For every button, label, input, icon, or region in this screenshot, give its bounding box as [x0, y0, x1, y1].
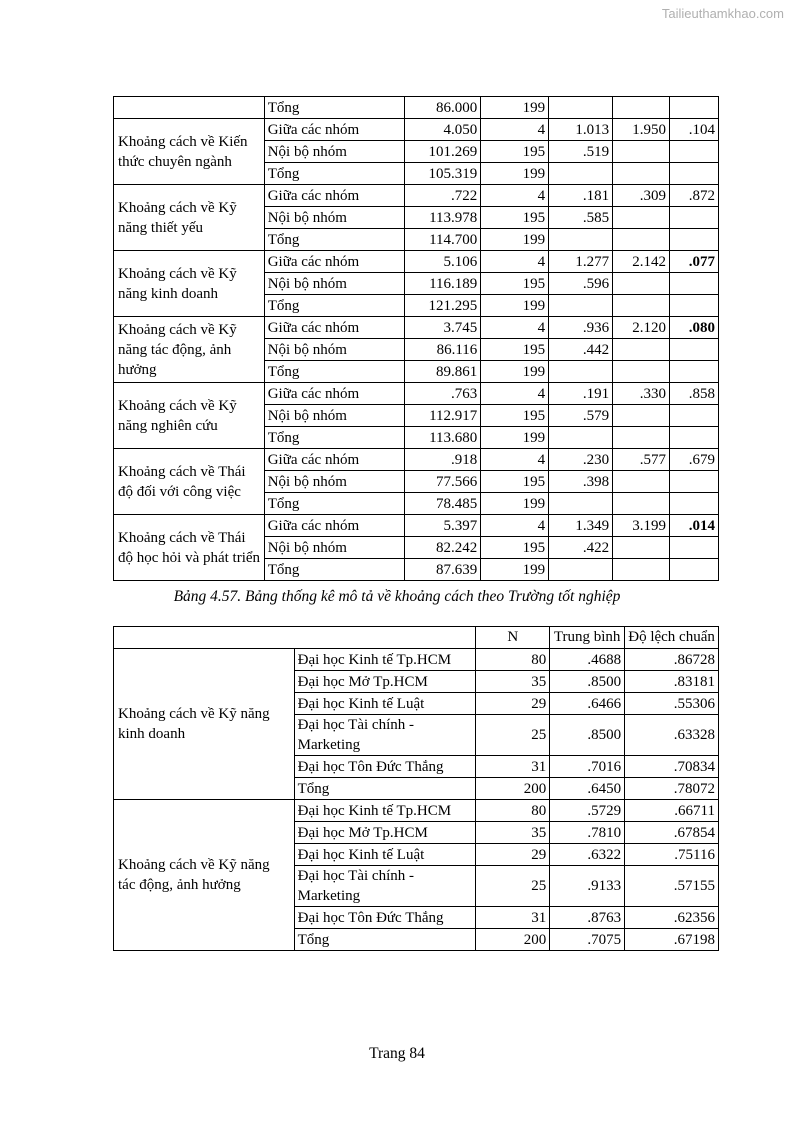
mean-square-cell [549, 361, 613, 383]
source-cell: Tổng [264, 493, 405, 515]
sig-cell [670, 405, 719, 427]
n-cell: 29 [476, 693, 550, 715]
page-number: Trang 84 [369, 1045, 425, 1062]
mean-square-cell [549, 295, 613, 317]
table-row [114, 185, 719, 207]
group-label: Khoảng cách về Kỹ năng kinh doanh [114, 251, 265, 317]
source-cell: Nội bộ nhóm [264, 141, 405, 163]
mean-square-cell [549, 427, 613, 449]
n-cell: 35 [476, 671, 550, 693]
n-cell: 200 [476, 778, 550, 800]
school-cell: Đại học Tôn Đức Thắng [294, 756, 476, 778]
df-cell: 199 [481, 559, 549, 581]
mean-square-cell: 1.013 [549, 119, 613, 141]
df-cell: 195 [481, 405, 549, 427]
mean-cell: .9133 [550, 866, 625, 907]
f-cell [613, 339, 670, 361]
df-cell: 195 [481, 471, 549, 493]
anova-table-body [114, 97, 719, 581]
df-cell: 195 [481, 141, 549, 163]
sig-cell [670, 339, 719, 361]
sig-cell [670, 141, 719, 163]
mean-cell: .7016 [550, 756, 625, 778]
f-cell: 3.199 [613, 515, 670, 537]
n-cell: 80 [476, 800, 550, 822]
group-label: Khoảng cách về Thái độ học hỏi và phát triển [114, 515, 265, 581]
source-cell: Nội bộ nhóm [264, 405, 405, 427]
sd-cell: .86728 [625, 649, 719, 671]
sum-of-squares-cell: 77.566 [405, 471, 481, 493]
source-cell: Nội bộ nhóm [264, 471, 405, 493]
df-cell: 4 [481, 251, 549, 273]
sig-cell: .014 [670, 515, 719, 537]
mean-square-cell: .230 [549, 449, 613, 471]
f-cell [613, 493, 670, 515]
mean-square-cell [549, 229, 613, 251]
source-cell: Nội bộ nhóm [264, 207, 405, 229]
source-cell: Tổng [264, 295, 405, 317]
n-cell: 80 [476, 649, 550, 671]
mean-cell: .4688 [550, 649, 625, 671]
df-cell: 199 [481, 427, 549, 449]
sum-of-squares-cell: .918 [405, 449, 481, 471]
sig-cell: .858 [670, 383, 719, 405]
sig-cell: .679 [670, 449, 719, 471]
sum-of-squares-cell: 86.000 [405, 97, 481, 119]
table-row [114, 383, 719, 405]
sd-cell: .55306 [625, 693, 719, 715]
table-header-row [114, 627, 719, 649]
mean-square-cell: 1.349 [549, 515, 613, 537]
mean-square-cell: .422 [549, 537, 613, 559]
group-label: Khoảng cách về Thái độ đối với công việc [114, 449, 265, 515]
school-cell: Đại học Kinh tế Luật [294, 844, 476, 866]
f-cell [613, 207, 670, 229]
mean-cell: .6450 [550, 778, 625, 800]
f-cell: 1.950 [613, 119, 670, 141]
school-cell: Đại học Kinh tế Tp.HCM [294, 649, 476, 671]
f-cell [613, 97, 670, 119]
table-row [114, 800, 719, 822]
header-sd: Độ lệch chuẩn [625, 627, 719, 649]
sum-of-squares-cell: 4.050 [405, 119, 481, 141]
sig-cell [670, 97, 719, 119]
group-label: Khoảng cách về Kỹ năng tác động, ảnh hưởng [114, 800, 295, 951]
mean-square-cell [549, 493, 613, 515]
sig-cell [670, 471, 719, 493]
sd-cell: .83181 [625, 671, 719, 693]
df-cell: 195 [481, 537, 549, 559]
n-cell: 31 [476, 756, 550, 778]
df-cell: 195 [481, 207, 549, 229]
f-cell [613, 537, 670, 559]
mean-square-cell: .596 [549, 273, 613, 295]
sd-cell: .75116 [625, 844, 719, 866]
n-cell: 29 [476, 844, 550, 866]
table-caption: Bảng 4.57. Bảng thống kê mô tả về khoảng cách theo Trường tốt nghiệp [173, 588, 621, 605]
sig-cell [670, 229, 719, 251]
mean-square-cell: .442 [549, 339, 613, 361]
f-cell [613, 229, 670, 251]
sig-cell [670, 427, 719, 449]
n-cell: 35 [476, 822, 550, 844]
school-cell: Đại học Kinh tế Tp.HCM [294, 800, 476, 822]
f-cell: .309 [613, 185, 670, 207]
df-cell: 4 [481, 317, 549, 339]
source-cell: Giữa các nhóm [264, 449, 405, 471]
source-cell: Giữa các nhóm [264, 251, 405, 273]
sd-cell: .57155 [625, 866, 719, 907]
df-cell: 199 [481, 361, 549, 383]
sum-of-squares-cell: 89.861 [405, 361, 481, 383]
mean-square-cell: 1.277 [549, 251, 613, 273]
sum-of-squares-cell: 78.485 [405, 493, 481, 515]
n-cell: 31 [476, 907, 550, 929]
sig-cell: .077 [670, 251, 719, 273]
mean-cell: .8763 [550, 907, 625, 929]
sig-cell [670, 295, 719, 317]
sum-of-squares-cell: 3.745 [405, 317, 481, 339]
mean-square-cell: .519 [549, 141, 613, 163]
school-cell: Tổng [294, 929, 476, 951]
sum-of-squares-cell: 116.189 [405, 273, 481, 295]
watermark: Tailieuthamkhao.com [661, 6, 784, 21]
mean-cell: .7810 [550, 822, 625, 844]
source-cell: Giữa các nhóm [264, 515, 405, 537]
df-cell: 199 [481, 163, 549, 185]
df-cell: 4 [481, 449, 549, 471]
sig-cell [670, 493, 719, 515]
sig-cell [670, 273, 719, 295]
f-cell [613, 141, 670, 163]
source-cell: Tổng [264, 559, 405, 581]
source-cell: Nội bộ nhóm [264, 273, 405, 295]
df-cell: 195 [481, 339, 549, 361]
f-cell [613, 163, 670, 185]
source-cell: Nội bộ nhóm [264, 537, 405, 559]
source-cell: Nội bộ nhóm [264, 339, 405, 361]
sd-cell: .67854 [625, 822, 719, 844]
group-label: Khoảng cách về Kiến thức chuyên ngành [114, 119, 265, 185]
sum-of-squares-cell: 86.116 [405, 339, 481, 361]
sum-of-squares-cell: 113.978 [405, 207, 481, 229]
df-cell: 199 [481, 97, 549, 119]
source-cell: Giữa các nhóm [264, 185, 405, 207]
mean-cell: .5729 [550, 800, 625, 822]
source-cell: Tổng [264, 427, 405, 449]
sum-of-squares-cell: 82.242 [405, 537, 481, 559]
source-cell: Tổng [264, 163, 405, 185]
mean-square-cell [549, 559, 613, 581]
group-label [114, 97, 265, 119]
sum-of-squares-cell: 121.295 [405, 295, 481, 317]
f-cell [613, 273, 670, 295]
source-cell: Tổng [264, 229, 405, 251]
sum-of-squares-cell: 105.319 [405, 163, 481, 185]
sig-cell: .872 [670, 185, 719, 207]
group-label: Khoảng cách về Kỹ năng tác động, ảnh hưởng [114, 317, 265, 383]
sd-cell: .66711 [625, 800, 719, 822]
mean-square-cell: .181 [549, 185, 613, 207]
sum-of-squares-cell: 114.700 [405, 229, 481, 251]
table-row [114, 449, 719, 471]
sig-cell [670, 163, 719, 185]
sig-cell [670, 559, 719, 581]
school-cell: Tổng [294, 778, 476, 800]
df-cell: 195 [481, 273, 549, 295]
sd-cell: .63328 [625, 715, 719, 756]
school-cell: Đại học Mở Tp.HCM [294, 822, 476, 844]
mean-cell: .8500 [550, 715, 625, 756]
f-cell [613, 471, 670, 493]
sum-of-squares-cell: 113.680 [405, 427, 481, 449]
header-mean: Trung bình [550, 627, 625, 649]
source-cell: Giữa các nhóm [264, 119, 405, 141]
source-cell: Tổng [264, 97, 405, 119]
f-cell [613, 361, 670, 383]
school-cell: Đại học Tôn Đức Thắng [294, 907, 476, 929]
descriptive-table [113, 626, 719, 951]
sig-cell: .080 [670, 317, 719, 339]
n-cell: 25 [476, 866, 550, 907]
mean-square-cell: .398 [549, 471, 613, 493]
source-cell: Giữa các nhóm [264, 317, 405, 339]
sig-cell: .104 [670, 119, 719, 141]
mean-square-cell: .936 [549, 317, 613, 339]
mean-square-cell: .579 [549, 405, 613, 427]
table-row [114, 251, 719, 273]
f-cell: 2.120 [613, 317, 670, 339]
f-cell: .577 [613, 449, 670, 471]
df-cell: 4 [481, 515, 549, 537]
sig-cell [670, 207, 719, 229]
sig-cell [670, 361, 719, 383]
school-cell: Đại học Kinh tế Luật [294, 693, 476, 715]
f-cell [613, 405, 670, 427]
table-row [114, 317, 719, 339]
source-cell: Giữa các nhóm [264, 383, 405, 405]
df-cell: 199 [481, 493, 549, 515]
df-cell: 4 [481, 119, 549, 141]
header-empty-cell [114, 627, 476, 649]
n-cell: 25 [476, 715, 550, 756]
sig-cell [670, 537, 719, 559]
mean-cell: .7075 [550, 929, 625, 951]
sum-of-squares-cell: 5.397 [405, 515, 481, 537]
mean-cell: .6466 [550, 693, 625, 715]
df-cell: 4 [481, 383, 549, 405]
sum-of-squares-cell: 112.917 [405, 405, 481, 427]
table-row [114, 649, 719, 671]
mean-square-cell: .191 [549, 383, 613, 405]
df-cell: 199 [481, 295, 549, 317]
group-label: Khoảng cách về Kỹ năng nghiên cứu [114, 383, 265, 449]
sum-of-squares-cell: 101.269 [405, 141, 481, 163]
descriptive-table-body [114, 649, 719, 951]
sd-cell: .62356 [625, 907, 719, 929]
mean-cell: .8500 [550, 671, 625, 693]
school-cell: Đại học Mở Tp.HCM [294, 671, 476, 693]
f-cell [613, 559, 670, 581]
table-row [114, 97, 719, 119]
mean-square-cell [549, 97, 613, 119]
group-label: Khoảng cách về Kỹ năng thiết yếu [114, 185, 265, 251]
df-cell: 4 [481, 185, 549, 207]
sd-cell: .78072 [625, 778, 719, 800]
f-cell [613, 427, 670, 449]
school-cell: Đại học Tài chính - Marketing [294, 715, 476, 756]
sum-of-squares-cell: .722 [405, 185, 481, 207]
mean-square-cell [549, 163, 613, 185]
table-row [114, 515, 719, 537]
group-label: Khoảng cách về Kỹ năng kinh doanh [114, 649, 295, 800]
f-cell [613, 295, 670, 317]
table-row [114, 119, 719, 141]
f-cell: .330 [613, 383, 670, 405]
sum-of-squares-cell: 5.106 [405, 251, 481, 273]
sum-of-squares-cell: .763 [405, 383, 481, 405]
school-cell: Đại học Tài chính - Marketing [294, 866, 476, 907]
anova-table [113, 96, 719, 581]
sum-of-squares-cell: 87.639 [405, 559, 481, 581]
n-cell: 200 [476, 929, 550, 951]
mean-cell: .6322 [550, 844, 625, 866]
source-cell: Tổng [264, 361, 405, 383]
sd-cell: .67198 [625, 929, 719, 951]
mean-square-cell: .585 [549, 207, 613, 229]
sd-cell: .70834 [625, 756, 719, 778]
header-n: N [476, 627, 550, 649]
f-cell: 2.142 [613, 251, 670, 273]
df-cell: 199 [481, 229, 549, 251]
